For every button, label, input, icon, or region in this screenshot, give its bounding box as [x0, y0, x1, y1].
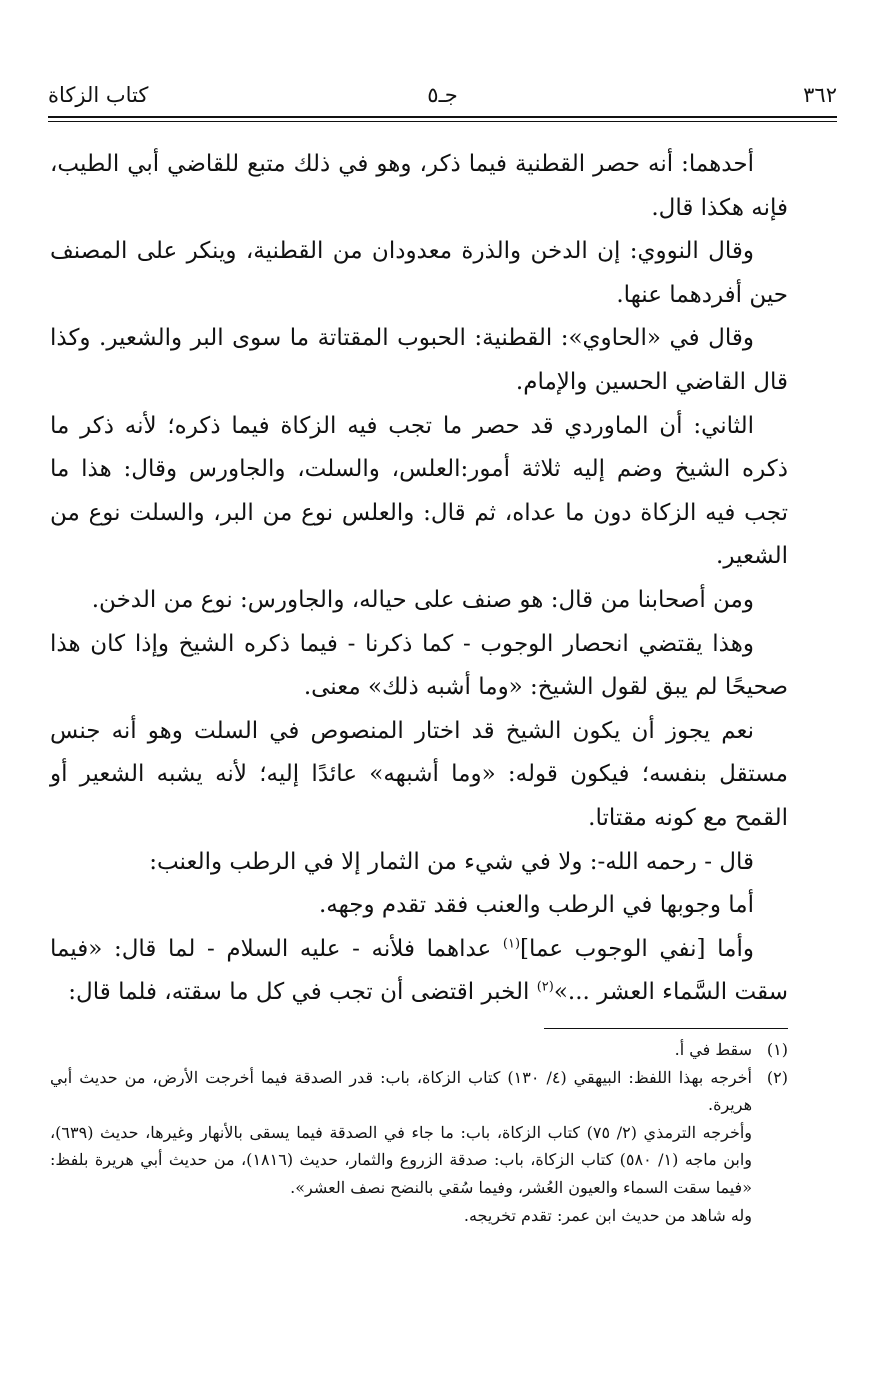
footnote-continuation: وله شاهد من حديث ابن عمر: تقدم تخريجه.: [463, 1205, 752, 1225]
footnote-number: (١): [766, 1040, 788, 1059]
paragraph: وقال في «الحاوي»: القطنية: الحبوب المقتاتة ما سوى البر والشعير. وكذا قال القاضي الحسين والإمام.: [50, 325, 788, 395]
footnote-ref[interactable]: (٢): [536, 979, 554, 995]
footnote-separator: [544, 1028, 788, 1029]
footnote-number: (٢): [766, 1067, 788, 1087]
paragraph-text: الخبر اقتضى أن تجب في كل ما سقته، فلما قال:: [68, 979, 537, 1006]
book-title: كتاب الزكاة: [48, 83, 149, 107]
footnote: [50, 1036, 788, 1064]
paragraph: وهذا يقتضي انحصار الوجوب - كما ذكرنا - فيما ذكره الشيخ وإذا كان هذا صحيحًا لم يبق لقول الشيخ: «وما أشبه ذلك» معنى.: [50, 630, 788, 701]
paragraph: نعم يجوز أن يكون الشيخ قد اختار المنصوص في السلت وهو أنه جنس مستقل بنفسه؛ فيكون قوله: «وما أشبهه» عائدًا إليه؛ لأنه يشبه الشعير أو القمح مع كونه مقتاتا.: [50, 717, 788, 831]
footnote-ref[interactable]: (١): [502, 936, 521, 952]
footnote-text: أخرجه بهذا اللفظ: البيهقي (٤/ ١٣٠) كتاب الزكاة، باب: قدر الصدقة فيما أخرجت الأرض، من حديث أبي هريرة.: [50, 1067, 753, 1115]
volume-label: جـ٥: [427, 83, 458, 107]
running-header: [48, 80, 837, 120]
paragraph: وقال النووي: إن الدخن والذرة معدودان من القطنية، وينكر على المصنف حين أفردهما عنها.: [50, 238, 788, 308]
footnote-text: سقط في أ.: [674, 1040, 752, 1059]
paragraph: الثاني: أن الماوردي قد حصر ما تجب فيه الزكاة فيما ذكره؛ لأنه ذكر ما ذكره الشيخ وضم إليه ثلاثة أمور:العلس، والسلت، والجاورس وقال: هذا ما تجب فيه الزكاة دون ما عداه، ثم قال: والعلس نوع من البر، والسلت نوع من الشعير.: [50, 412, 788, 570]
paragraph-text: وأما [نفي الوجوب عما]: [520, 935, 754, 962]
header-rule-thick: [48, 116, 837, 118]
footnote: [50, 1064, 788, 1119]
main-text: [50, 143, 788, 1015]
paragraph: أحدهما: أنه حصر القطنية فيما ذكر، وهو في ذلك متبع للقاضي أبي الطيب، فإنه هكذا قال.: [50, 151, 788, 221]
page-number: ٣٦٢: [803, 83, 837, 107]
footnotes: [50, 1036, 788, 1229]
paragraph: أما وجوبها في الرطب والعنب فقد تقدم وجهه.: [318, 892, 754, 919]
quoted-matn: قال - رحمه الله-: ولا في شيء من الثمار إلا في الرطب والعنب:: [149, 848, 754, 875]
paragraph: [50, 928, 788, 1015]
paragraph-text: عداهما فلأنه - عليه السلام - لما قال: «فيما سقت السَّماء العشر ...»: [50, 935, 788, 1006]
footnote-continuation: وأخرجه الترمذي (٢/ ٧٥) كتاب الزكاة، باب: ما جاء في الصدقة فيما يسقى بالأنهار وغيرها، حديث (٦٣٩)، وابن ماجه (١/ ٥٨٠) كتاب الزكاة، باب: صدقة الزروع والثمار، حديث (١٨١٦)، من حديث أبي هريرة بلفظ: «فيما سقت السماء والعيون العُشر، وفيما سُقي بالنضح نصف العشر».: [50, 1122, 753, 1197]
header-rule-thin: [48, 121, 837, 122]
paragraph: ومن أصحابنا من قال: هو صنف على حياله، والجاورس: نوع من الدخن.: [91, 586, 754, 613]
